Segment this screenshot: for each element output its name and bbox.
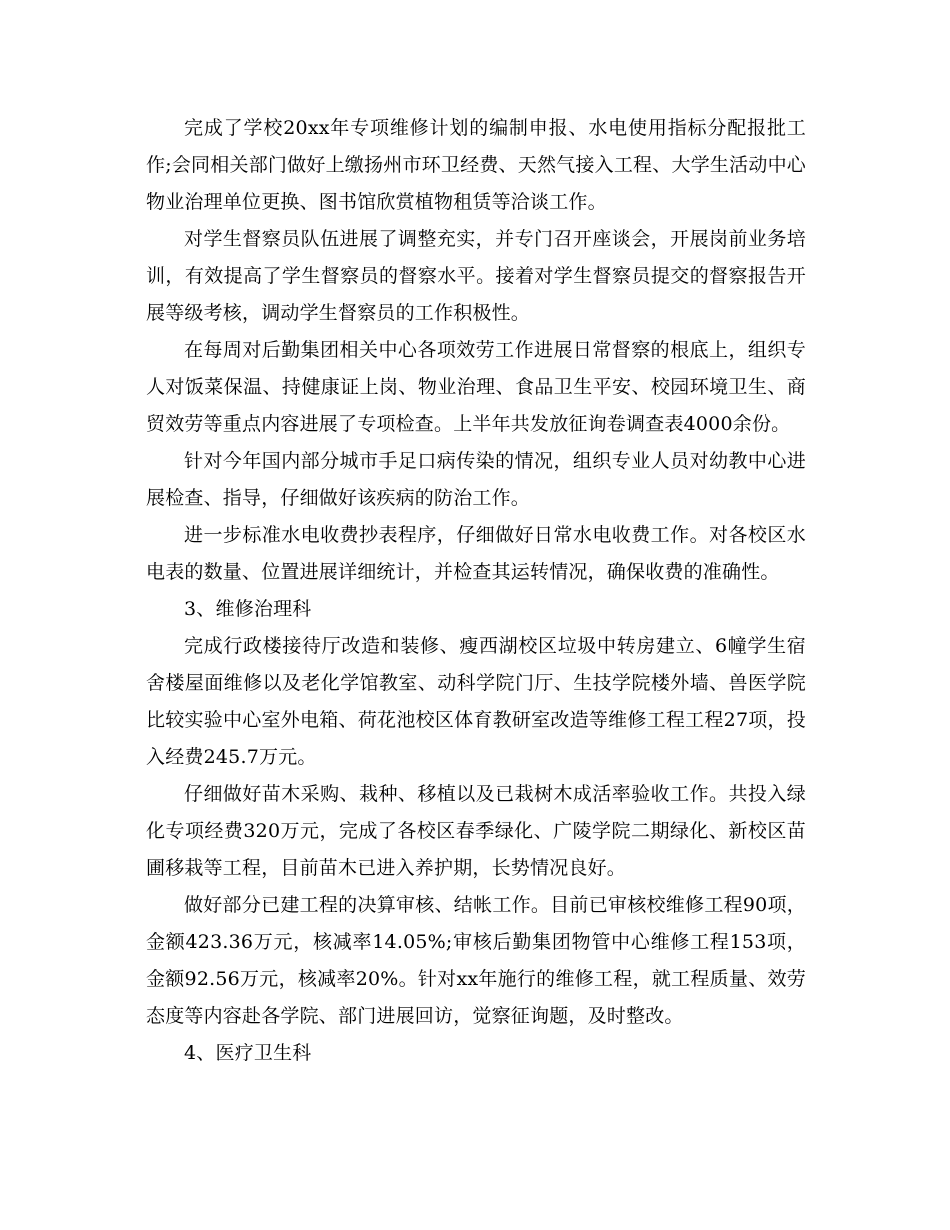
section-heading-maintenance: 3、维修治理科 bbox=[184, 598, 312, 620]
paragraph-disease-prevention: 针对今年国内部分城市手足口病传染的情况，组织专业人员对幼教中心进展检查、指导，仔细做好该疾病的防治工作。 bbox=[146, 450, 806, 509]
paragraph-student-inspectors: 对学生督察员队伍进展了调整充实，并专门召开座谈会，开展岗前业务培训，有效提高了学生督察员的督察水平。接着对学生督察员提交的督察报告开展等级考核，调动学生督察员的工作积极性。 bbox=[146, 228, 806, 324]
paragraph-audit: 做好部分已建工程的决算审核、结帐工作。目前已审核校维修工程90项，金额423.36万元，核减率14.05%;审核后勤集团物管中心维修工程153项，金额92.56万元，核减率20%。针对xx年施行的维修工程，就工程质量、效劳态度等内容赴各学院、部门进展回访，觉察征询题，及时整改。 bbox=[146, 894, 806, 1027]
paragraph-weekly-inspection: 在每周对后勤集团相关中心各项效劳工作进展日常督察的根底上，组织专人对饭菜保温、持健康证上岗、物业治理、食品卫生平安、校园环境卫生、商贸效劳等重点内容进展了专项检查。上半年共发放征询卷调查表4000余份。 bbox=[146, 339, 806, 435]
paragraph-utility-billing: 进一步标准水电收费抄表程序，仔细做好日常水电收费工作。对各校区水电表的数量、位置进展详细统计，并检查其运转情况，确保收费的准确性。 bbox=[146, 524, 806, 583]
paragraph-maintenance-plan: 完成了学校20xx年专项维修计划的编制申报、水电使用指标分配报批工作;会同相关部门做好上缴扬州市环卫经费、天然气接入工程、大学生活动中心物业治理单位更换、图书馆欣赏植物租赁等洽谈工作。 bbox=[146, 117, 806, 213]
section-heading-medical: 4、医疗卫生科 bbox=[184, 1042, 312, 1064]
document-body bbox=[146, 110, 806, 1072]
paragraph-greening: 仔细做好苗木采购、栽种、移植以及已栽树木成活率验收工作。共投入绿化专项经费320万元，完成了各校区春季绿化、广陵学院二期绿化、新校区苗圃移栽等工程，目前苗木已进入养护期，长势情况良好。 bbox=[146, 783, 806, 879]
paragraph-renovation-projects: 完成行政楼接待厅改造和装修、瘦西湖校区垃圾中转房建立、6幢学生宿舍楼屋面维修以及老化学馆教室、动科学院门厅、生技学院楼外墙、兽医学院比较实验中心室外电箱、荷花池校区体育教研室改造等维修工程工程27项，投入经费245.7万元。 bbox=[146, 635, 806, 768]
